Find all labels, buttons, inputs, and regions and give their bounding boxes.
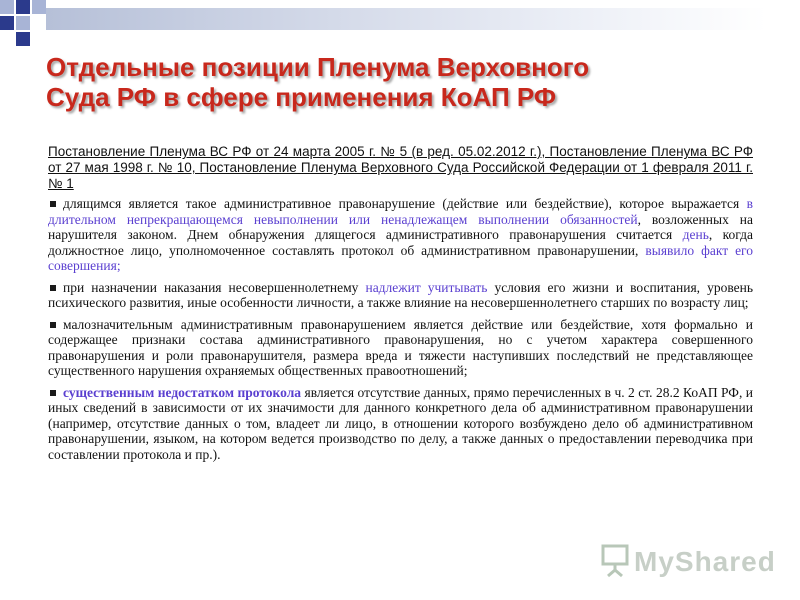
subtitle-references: Постановление Пленума ВС РФ от 24 марта 2005 г. № 5 (в ред. 05.02.2012 г.), Постановление Пленума ВС РФ от 27 мая 1998 г. № 10, Постановление Пленума Верховного Суда Российской Федерации от 1 февраля 2011 г. № 1 (48, 144, 753, 191)
deco-square (16, 16, 30, 30)
bullet-text: малозначительным административным правонарушением является действие или бездействие, хотя формально и содержащее признаки состава административного правонарушения, но с учетом характера совершенного правонарушения и роли правонарушителя, размера вреда и тяжести наступивших последствий не представляющее существенного нарушения охраняемых общественных правоотношений; (48, 316, 753, 378)
title-line-2: Суда РФ в сфере применения КоАП РФ (46, 82, 557, 112)
bullet-square-icon (50, 201, 56, 207)
bullet-text: , когда должностное лицо, уполномоченное составлять протокол об административном правонарушении, (48, 227, 753, 258)
bullet-square-icon (50, 322, 56, 328)
bullet-highlight: надлежит учитывать (365, 279, 488, 295)
bullet-highlight: существенным недостатком протокола (63, 384, 302, 400)
bullet-item (48, 385, 753, 463)
presentation-icon (600, 544, 630, 578)
bullet-item (48, 196, 753, 274)
bullet-square-icon (50, 285, 56, 291)
bullet-highlight: день (682, 227, 709, 242)
bullet-text: , возложенных на нарушителя законом. Днем обнаружения длящегося административного правонарушения считается (48, 211, 753, 242)
bullet-square-icon (50, 390, 56, 396)
deco-square (32, 0, 46, 14)
deco-square (16, 32, 30, 46)
bullet-item (48, 317, 753, 379)
bullet-text: ; (116, 258, 121, 273)
bullet-text: является отсутствие данных, прямо перечисленных в ч. 2 ст. 28.2 КоАП РФ, и иных сведений в зависимости от их значимости для данного конкретного дела об административном правонарушении (например, отсутствие данных о том, владеет ли лицо, в отношении которого возбуждено дело об административном правонарушении, языком, на котором ведется производство по делу, а также данных о предоставлении переводчика при составлении протокола и пр.). (48, 384, 754, 462)
bullet-text: условия его жизни и воспитания, уровень психического развития, иные особенности личности, а также влияние на несовершеннолетнего старших по возрасту лиц; (48, 279, 753, 310)
bullet-text: при назначении наказания несовершеннолетнему (63, 279, 366, 295)
header-gradient-bar (46, 8, 766, 30)
bullet-text: длящимся является такое административное правонарушение (действие или бездействие), которое выражается (63, 196, 747, 211)
bullet-item (48, 280, 753, 311)
bullet-list (48, 196, 753, 468)
deco-square (0, 16, 14, 30)
slide-title (46, 52, 766, 112)
bullet-highlight: в длительном непрекращающемся невыполнении или ненадлежащем выполнении обязанностей (48, 196, 753, 227)
bullet-highlight: выявило факт его совершения (48, 242, 754, 273)
title-line-1: Отдельные позиции Пленума Верховного (46, 52, 590, 82)
watermark (600, 540, 775, 580)
watermark-text: MyShared (634, 546, 776, 577)
deco-square (0, 0, 14, 14)
deco-square (16, 0, 30, 14)
